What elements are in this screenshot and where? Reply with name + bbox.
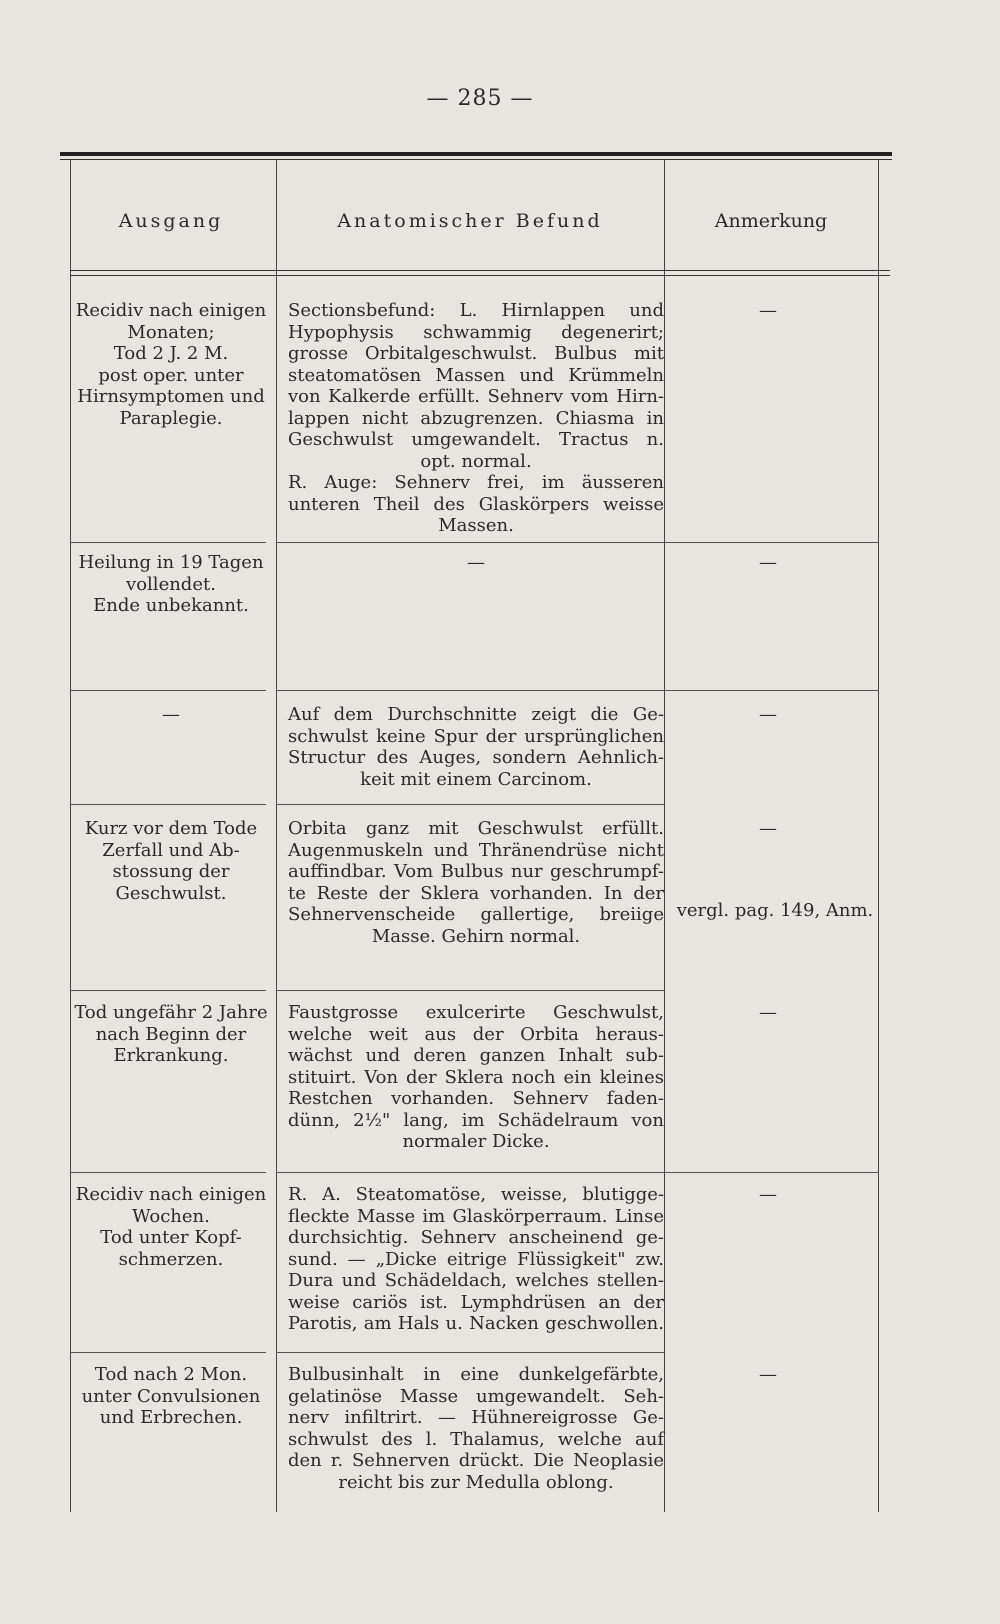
row-rule: [70, 542, 266, 543]
row-rule: [276, 1172, 664, 1173]
header-rule-double: [70, 275, 890, 276]
column-divider: [276, 160, 277, 1512]
row-6-befund: R. A. Steatomatöse, weisse, blutigge- fleckte Masse im Glaskörperraum. Linse durchsichtig. Sehnerv anscheinend ge- sund. — „Dicke eitrige Flüssigkeit" zw. Dura und Schädeldach, welches stellen- weise cariös ist. Lymphdrüsen an der Parotis, am Hals u. Nacken geschwollen.: [288, 1184, 664, 1334]
row-rule: [276, 1352, 664, 1353]
row-2-befund: —: [467, 552, 485, 573]
row-6-ausgang: Recidiv nach einigen Wochen. Tod unter Kopf- schmerzen.: [75, 1184, 267, 1270]
table-top-rule-thin: [60, 159, 892, 160]
header-anatomischer-befund: Anatomischer Befund: [337, 210, 603, 232]
row-5-anmerkung: —: [759, 1002, 777, 1023]
table-top-rule: [60, 152, 892, 156]
row-rule: [70, 690, 266, 691]
row-rule: [276, 804, 664, 805]
row-2-ausgang: Heilung in 19 Tagen vollendet. Ende unbekannt.: [78, 552, 264, 616]
row-7-befund: Bulbusinhalt in eine dunkelgefärbte, gelatinöse Masse umgewandelt. Seh- nerv infiltrirt. — Hühnereigrosse Ge- schwulst des l. Thalamus, welche auf den r. Sehnerven drückt. Die Neoplasie reicht bis zur Medulla oblong.: [288, 1364, 664, 1493]
row-rule: [70, 1352, 266, 1353]
row-3-befund: Auf dem Durchschnitte zeigt die Ge- schwulst keine Spur der ursprünglichen Structur des Auges, sondern Aehnlich- keit mit einem Carcinom.: [288, 704, 664, 790]
header-rule: [70, 270, 890, 271]
row-rule: [70, 1172, 266, 1173]
row-1-anmerkung: —: [759, 300, 777, 321]
row-1-befund: Sectionsbefund: L. Hirnlappen und Hypophysis schwammig degenerirt; grosse Orbitalgeschwulst. Bulbus mit steatomatösen Massen und Krümmeln von Kalkerde erfüllt. Sehnerv vom Hirn- lappen nicht abzugrenzen. Chiasma in Geschwulst umgewandelt. Tractus n. opt. normal. R. Auge: Sehnerv frei, im äusseren unteren Theil des Glaskörpers weisse Massen.: [288, 300, 664, 536]
page-number: — 285 —: [426, 86, 534, 111]
row-rule: [664, 542, 878, 543]
row-rule: [664, 690, 878, 691]
row-7-anmerkung: —: [759, 1364, 777, 1385]
row-5-befund: Faustgrosse exulcerirte Geschwulst, welche weit aus der Orbita heraus- wächst und deren ganzen Inhalt sub- stituirt. Von der Sklera noch ein kleines Restchen vorhanden. Sehnerv faden- dünn, 2½" lang, im Schädelraum von normaler Dicke.: [288, 1002, 664, 1152]
header-ausgang: Ausgang: [118, 210, 224, 232]
row-4-ausgang: Kurz vor dem Tode Zerfall und Ab- stossung der Geschwulst.: [84, 818, 258, 904]
row-rule: [664, 1172, 878, 1173]
row-2-anmerkung: —: [759, 552, 777, 573]
row-5-ausgang: Tod ungefähr 2 Jahre nach Beginn der Erkrankung.: [74, 1002, 268, 1066]
column-divider: [70, 160, 71, 1512]
findings-table: [60, 152, 892, 1512]
header-anmerkung: Anmerkung: [714, 210, 828, 232]
row-7-ausgang: Tod nach 2 Mon. unter Convulsionen und Erbrechen.: [81, 1364, 261, 1428]
row-rule: [276, 990, 664, 991]
row-rule: [276, 690, 664, 691]
row-1-ausgang: Recidiv nach einigen Monaten; Tod 2 J. 2 M. post oper. unter Hirnsymptomen und Paraplegie.: [75, 300, 267, 429]
row-4-anmerkung: —: [759, 818, 777, 839]
column-divider: [878, 160, 879, 1512]
row-4-anmerkung-note: vergl. pag. 149, Anm.: [676, 900, 874, 921]
row-3-ausgang: —: [162, 704, 180, 725]
row-rule: [70, 804, 266, 805]
row-4-befund: Orbita ganz mit Geschwulst erfüllt. Augenmuskeln und Thränendrüse nicht auffindbar. Vom Bulbus nur geschrumpf- te Reste der Sklera vorhanden. In der Sehnervenscheide gallertige, breiige Masse. Gehirn normal.: [288, 818, 664, 947]
row-rule: [70, 990, 266, 991]
column-divider: [664, 160, 665, 1512]
row-6-anmerkung: —: [759, 1184, 777, 1205]
row-3-anmerkung: —: [759, 704, 777, 725]
row-rule: [276, 542, 664, 543]
